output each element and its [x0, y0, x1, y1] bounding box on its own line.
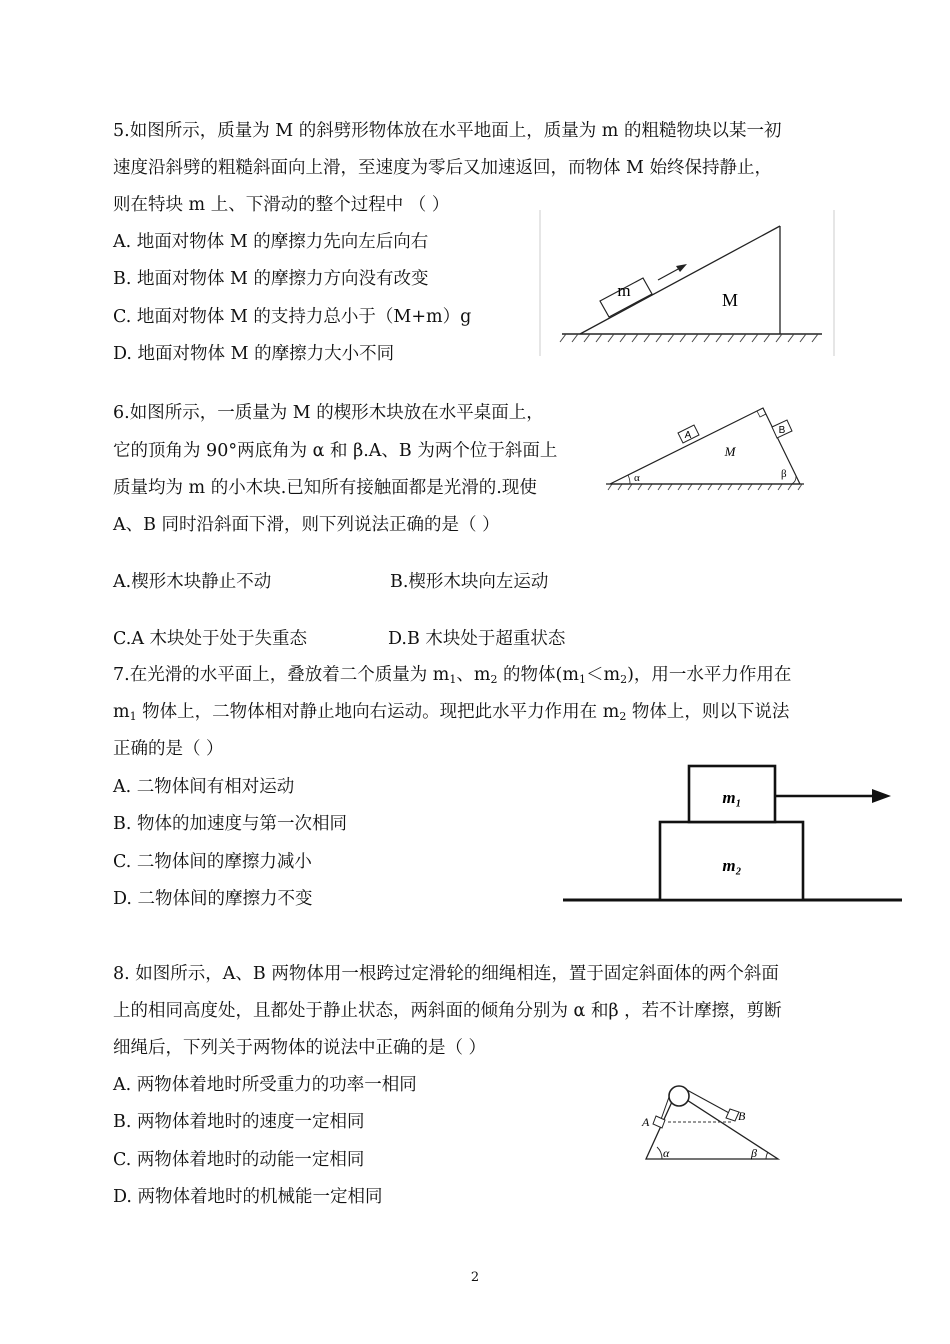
q5-option-d: D. 地面对物体 M 的摩擦力大小不同 [113, 344, 395, 364]
q6-option-a: A.楔形木块静止不动 [113, 572, 272, 592]
q5-option-b: B. 地面对物体 M 的摩擦力方向没有改变 [113, 269, 429, 289]
q8-label-alpha: α [663, 1146, 670, 1160]
q7-stem-line2: $m_1$ 物体上，二物体相对静止地向右运动。现把此水平力作用在 $m_2$ 物体上，则以下说法 [113, 702, 790, 723]
q8-option-b: B. 两物体着地时的速度一定相同 [113, 1112, 365, 1132]
q5-option-a: A. 地面对物体 M 的摩擦力先向左后向右 [113, 232, 429, 252]
q6-option-d: D.B 木块处于超重状态 [388, 629, 566, 649]
q7-option-c: C. 二物体间的摩擦力减小 [113, 852, 312, 872]
q7-stacked-blocks-figure [560, 760, 905, 905]
q6-stem-line3: 质量均为 m 的小木块.已知所有接触面都是光滑的.现使 [113, 478, 537, 498]
q7-label-m1: m₁ [722, 788, 742, 807]
q8-option-a: A. 两物体着地时所受重力的功率一相同 [113, 1075, 417, 1095]
q8-label-A: A [642, 1115, 650, 1129]
q6-label-beta: β [781, 468, 787, 480]
q8-stem-line3: 细绳后，下列关于两物体的说法中正确的是（ ） [113, 1038, 487, 1058]
q8-label-beta: β [751, 1146, 757, 1160]
q7-option-b: B. 物体的加速度与第一次相同 [113, 814, 347, 834]
q6-label-B: B [778, 425, 786, 436]
q7-option-a: A. 二物体间有相对运动 [113, 777, 295, 797]
q5-stem-line2: 速度沿斜劈的粗糙斜面向上滑，至速度为零后又加速返回，而物体 M 始终保持静止， [113, 158, 773, 178]
q6-option-c: C.A 木块处于处于失重态 [113, 629, 308, 649]
q8-option-c: C. 两物体着地时的动能一定相同 [113, 1150, 365, 1170]
q6-label-alpha: α [634, 472, 640, 484]
q8-stem-line1: 8. 如图所示，A、B 两物体用一根跨过定滑轮的细绳相连，置于固定斜面体的两个斜面 [113, 964, 779, 984]
q5-stem-line1: 5.如图所示，质量为 M 的斜劈形物体放在水平地面上，质量为 m 的粗糙物块以某一初 [113, 121, 782, 141]
q6-label-M: M [724, 444, 736, 459]
q6-stem-line2: 它的顶角为 90°两底角为 α 和 β.A、B 为两个位于斜面上 [113, 441, 558, 461]
q6-label-A: A [684, 430, 692, 441]
q6-stem-line4: A、B 同时沿斜面下滑，则下列说法正确的是（ ） [113, 515, 500, 535]
q5-wedge-figure [540, 210, 835, 356]
q7-stem-line1: 7.在光滑的水平面上，叠放着二个质量为 $m_1$、$m_2$ 的物体$(m_1<m_2)$，用一水平力作用在 [113, 665, 792, 686]
q8-option-d: D. 两物体着地时的机械能一定相同 [113, 1187, 383, 1207]
q5-stem-line3: 则在特块 m 上、下滑动的整个过程中 （ ） [113, 195, 450, 215]
q6-stem-line1: 6.如图所示，一质量为 M 的楔形木块放在水平桌面上， [113, 403, 544, 423]
q8-stem-line2: 上的相同高度处，且都处于静止状态，两斜面的倾角分别为 α 和β ，若不计摩擦，剪断 [113, 1001, 782, 1021]
q8-label-B: B [738, 1109, 746, 1123]
q5-label-M: M [721, 290, 739, 310]
q7-label-m2: m₂ [722, 856, 742, 875]
q8-pulley-figure [638, 1080, 783, 1165]
q7-stem-line3: 正确的是（ ） [113, 739, 224, 759]
q5-option-c: C. 地面对物体 M 的支持力总小于（M+m）g [113, 307, 472, 327]
q6-option-b: B.楔形木块向左运动 [390, 572, 549, 592]
q7-option-d: D. 二物体间的摩擦力不变 [113, 889, 313, 909]
q5-label-m: m [617, 281, 631, 300]
page-number: 2 [470, 1270, 480, 1285]
q6-wedge-figure [600, 400, 810, 495]
